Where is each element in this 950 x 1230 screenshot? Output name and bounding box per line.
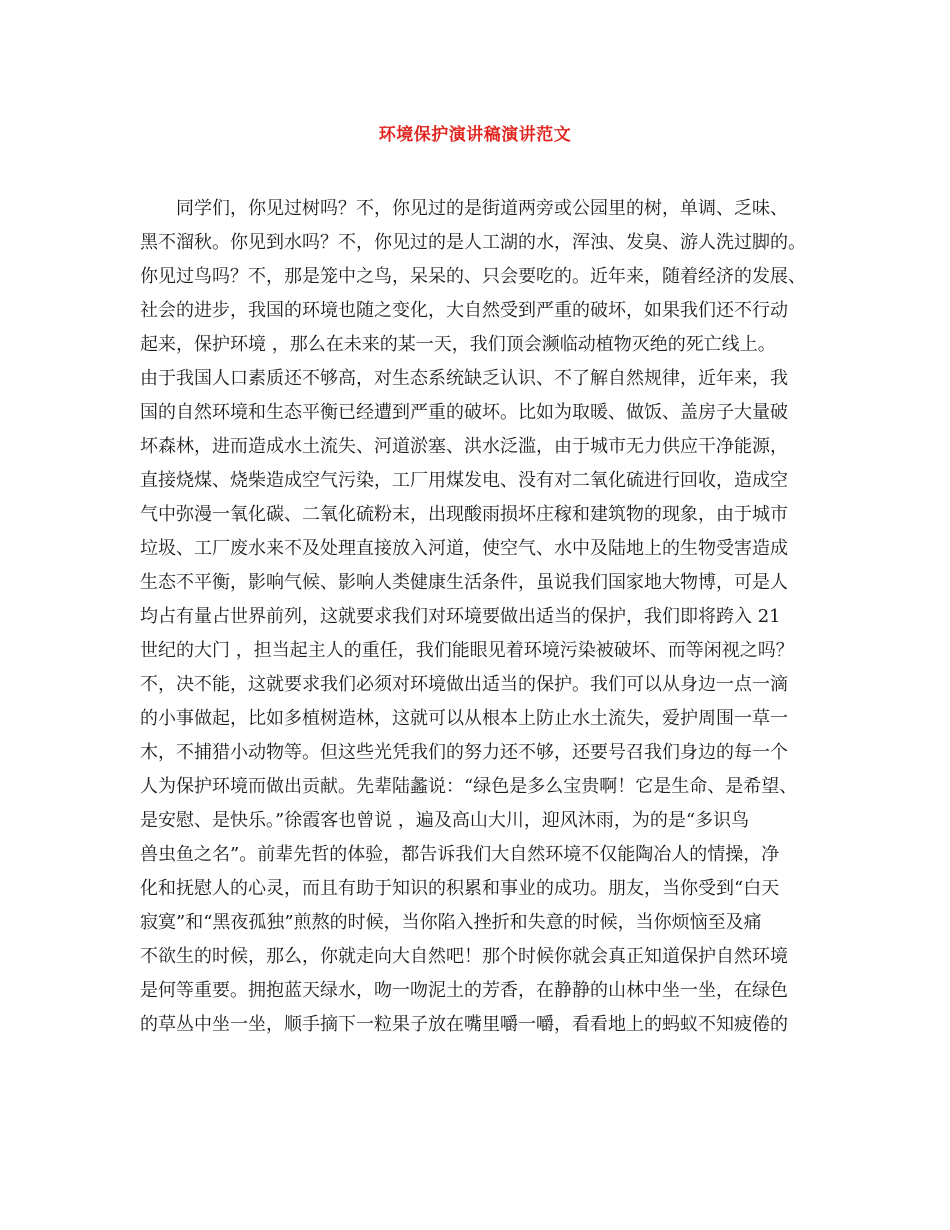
body-line: 的草丛中坐一坐，顺手摘下一粒果子放在嘴里嚼一嚼，看看地上的蚂蚁不知疲倦的 <box>140 1014 788 1035</box>
body-line: 由于我国人口素质还不够高，对生态系统缺乏认识、不了解自然规律，近年来，我 <box>140 368 788 389</box>
body-line: 木，不捕猎小动物等。但这些光凭我们的努力还不够，还要号召我们身边的每一个 <box>140 742 788 763</box>
body-line: 不欲生的时候，那么，你就走向大自然吧！那个时候你就会真正知道保护自然环境 <box>140 946 788 967</box>
body-line: 直接烧煤、烧柴造成空气污染，工厂用煤发电、没有对二氧化硫进行回收，造成空 <box>140 470 788 491</box>
body-line: 气中弥漫一氧化碳、二氧化硫粉末，出现酸雨损坏庄稼和建筑物的现象，由于城市 <box>140 504 788 525</box>
body-line: 兽虫鱼之名”。前辈先哲的体验，都告诉我们大自然环境不仅能陶冶人的情操，净 <box>140 844 780 865</box>
body-line: 坏森林，进而造成水土流失、河道淤塞、洪水泛滥，由于城市无力供应干净能源， <box>140 436 788 457</box>
body-line: 均占有量占世界前列，这就要求我们对环境要做出适当的保护，我们即将跨入 21 <box>140 606 781 627</box>
body-line: 是何等重要。拥抱蓝天绿水，吻一吻泥土的芳香，在静静的山林中坐一坐，在绿色 <box>140 980 788 1001</box>
document-body <box>140 192 830 1042</box>
body-line: 黑不溜秋。你见到水吗？不，你见过的是人工湖的水，浑浊、发臭、游人洗过脚的。 <box>140 232 806 253</box>
body-line: 不，决不能，这就要求我们必须对环境做出适当的保护。我们可以从身边一点一滴 <box>140 674 788 695</box>
body-line: 垃圾、工厂废水来不及处理直接放入河道，使空气、水中及陆地上的生物受害造成 <box>140 538 788 559</box>
body-line: 同学们，你见过树吗？不，你见过的是街道两旁或公园里的树，单调、乏味、 <box>140 198 788 219</box>
body-line: 你见过鸟吗？不，那是笼中之鸟，呆呆的、只会要吃的。近年来，随着经济的发展、 <box>140 266 806 287</box>
body-line: 的小事做起，比如多植树造林，这就可以从根本上防止水土流失，爱护周围一草一 <box>140 708 788 729</box>
body-line: 人为保护环境而做出贡献。先辈陆蠡说：“绿色是多么宝贵啊！它是生命、是希望、 <box>140 776 798 797</box>
body-line: 社会的进步，我国的环境也随之变化，大自然受到严重的破坏，如果我们还不行动 <box>140 300 788 321</box>
body-line: 是安慰、是快乐。”徐霞客也曾说 ，遍及高山大川，迎风沐雨，为的是“多识鸟 <box>140 810 750 831</box>
body-line: 生态不平衡，影响气候、影响人类健康生活条件，虽说我们国家地大物博，可是人 <box>140 572 788 593</box>
body-line: 化和抚慰人的心灵，而且有助于知识的积累和事业的成功。朋友，当你受到“白天 <box>140 878 780 899</box>
document-title: 环境保护演讲稿演讲范文 <box>378 125 572 145</box>
body-line: 寂寞”和“黑夜孤独”煎熬的时候，当你陷入挫折和失意的时候，当你烦恼至及痛 <box>140 912 762 933</box>
body-line: 国的自然环境和生态平衡已经遭到严重的破坏。比如为取暖、做饭、盖房子大量破 <box>140 402 788 423</box>
body-line: 世纪的大门 ，担当起主人的重任，我们能眼见着环境污染被破坏、而等闲视之吗？ <box>140 640 794 661</box>
body-line: 起来，保护环境 ，那么在未来的某一天，我们顶会濒临动植物灭绝的死亡线上。 <box>140 334 776 355</box>
